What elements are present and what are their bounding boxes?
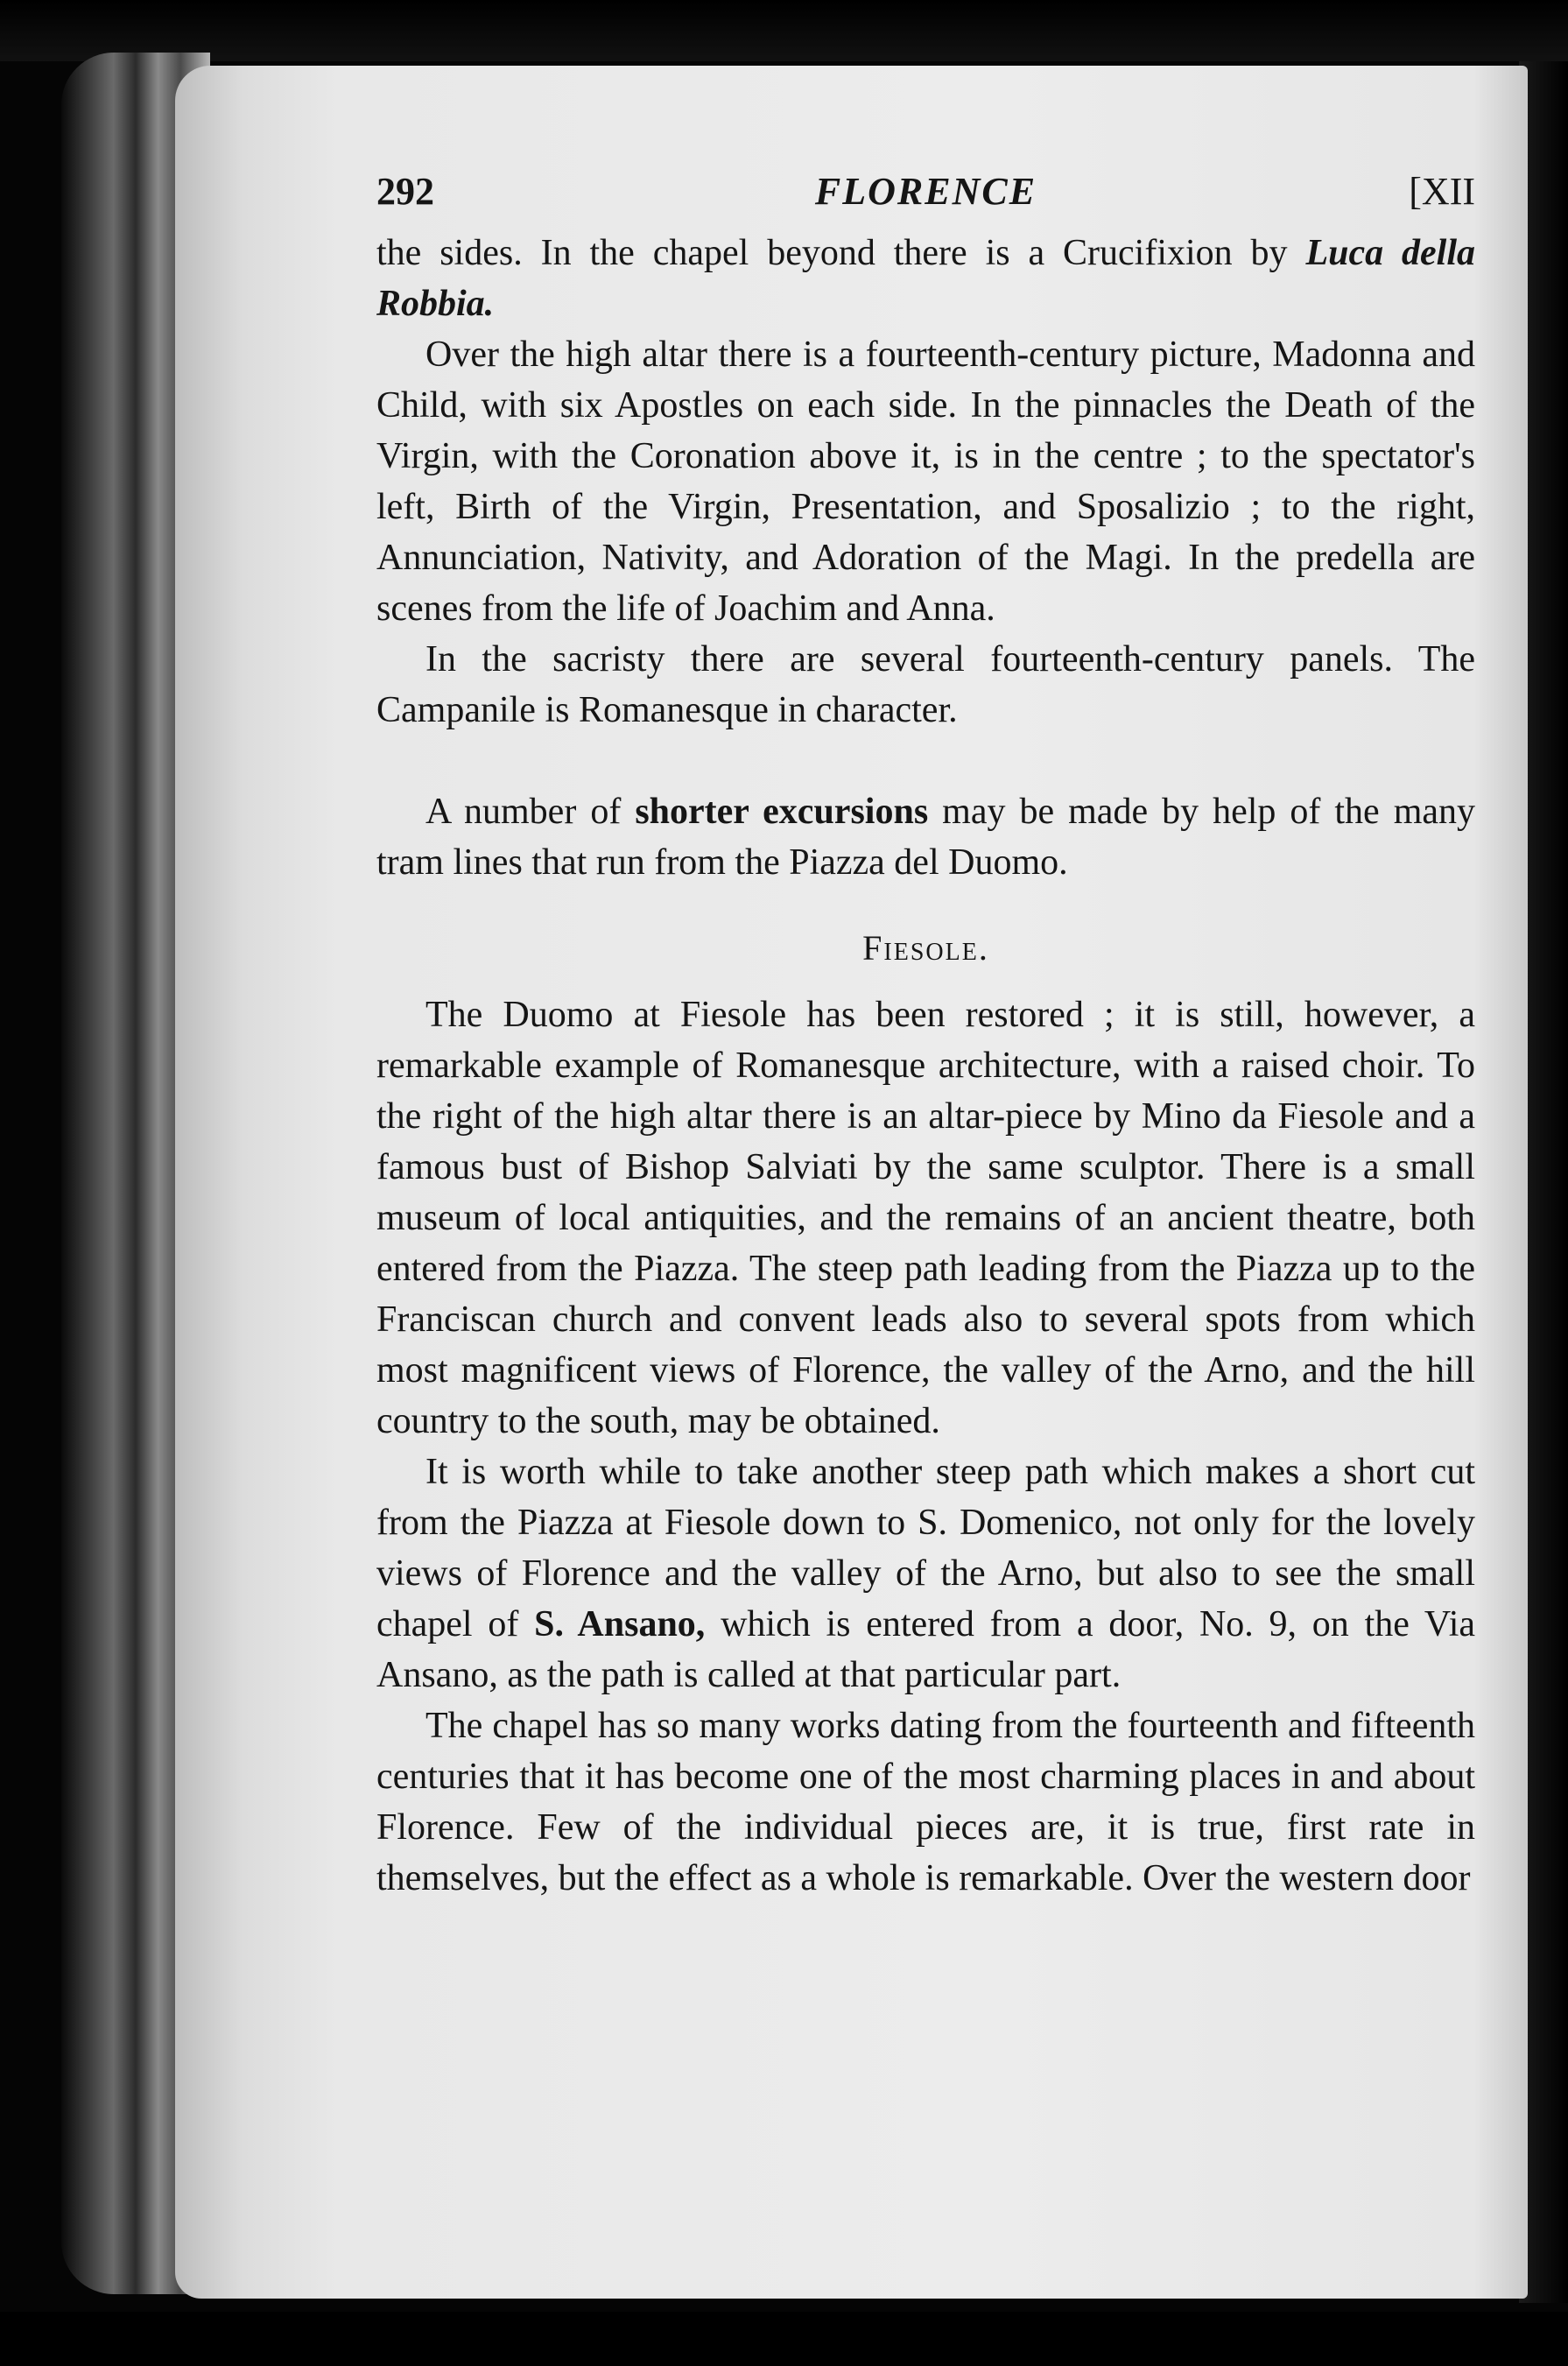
page-number: 292 [376, 170, 434, 213]
paragraph-5: The Duomo at Fiesole has been restored ; it is still, however, a remarkable example of Romanesque architecture, with a raised choir. To the right of the high altar there is an altar-piece by Mino da Fiesole and a famous bust of Bishop Salviati by the same sculptor. There is a small museum of local antiquities, and the remains of an ancient theatre, both entered from the Piazza. The steep path leading from the Piazza up to the Franciscan church and convent leads also to several spots from which most magnificent views of Florence, the valley of the Arno, and the hill country to the south, may be obtained. [376, 995, 1475, 1441]
paragraph-2: Over the high altar there is a fourteenth-century picture, Madonna and Child, with six Apostles on each side. In the pinnacles the Death of the Virgin, with the Coronation above it, is in the centre ; to the spectator's left, Birth of the Virgin, Presentation, and Sposalizio ; to the right, Annunciation, Nativity, and Adoration of the Magi. In the predella are scenes from the life of Joachim and Anna. [376, 334, 1475, 629]
paragraph-4 [376, 786, 1475, 888]
paragraph-1 [376, 228, 1475, 329]
section-heading: Fiesole. [862, 928, 989, 968]
paragraph-4-after: may be made by help of the many tram lines that run from the Piazza del Duomo. [376, 792, 1476, 883]
running-header [376, 166, 1475, 228]
paragraph-6-before: It is worth while to take another steep path which makes a short cut from the Piazza at Fiesole down to S. Domenico, not only for the lovely views of Florence and the valley of the Arno, but also to see the small chapel of [376, 1452, 1475, 1644]
paragraph-gap [376, 736, 1475, 786]
scan-background-bottom [0, 2312, 1568, 2366]
page-text [376, 166, 1475, 1904]
artist-name: Luca della Robbia. [376, 233, 1476, 324]
running-title: FLORENCE [814, 170, 1037, 213]
scan-background-top [0, 0, 1568, 61]
paragraph-7: The chapel has so many works dating from the fourteenth and fifteenth centuries that it has become one of the most charming places in and about Florence. Few of the individual pieces are, it is true, first rate in themselves, but the effect as a whole is remarkable. Over the western door [376, 1706, 1475, 1898]
paragraph-1-text: the sides. In the chapel beyond there is a Crucifixion by [376, 233, 1306, 273]
paragraph-6-bold: S. Ansano, [534, 1604, 706, 1644]
paragraph-6 [376, 1447, 1475, 1701]
paragraph-6-after: which is entered from a door, No. 9, on the Via Ansano, as the path is called at that particular part. [376, 1604, 1475, 1695]
paragraph-3: In the sacristy there are several fourteenth-century panels. The Campanile is Romanesque in character. [376, 639, 1475, 730]
chapter-mark: [XII [1409, 170, 1475, 213]
paragraph-4-bold: shorter excursions [635, 792, 929, 832]
paragraph-4-before: A number of [425, 792, 636, 832]
